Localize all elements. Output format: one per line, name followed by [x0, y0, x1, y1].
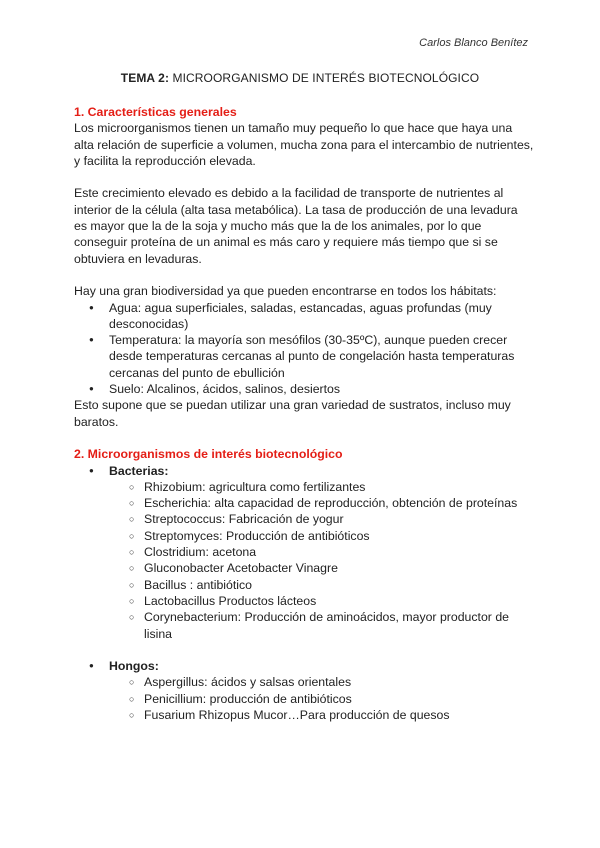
list-item: ○ Gluconobacter Acetobacter Vinagre [109, 560, 534, 576]
section1-heading: 1. Características generales [74, 105, 237, 119]
section2-heading: 2. Microorganismos de interés biotecnológico [74, 447, 343, 462]
bacteria-group [74, 463, 534, 642]
list-item: ● Temperatura: la mayoría son mesófilos (30-35ºC), aunque pueden crecer desde temperaturas cercanas al punto de congelación hasta temperaturas cercanas del punto de ebullición [74, 332, 534, 381]
list-item: ○ Bacillus : antibiótico [109, 577, 534, 593]
title-prefix: TEMA 2: [120, 71, 170, 85]
list-item: ○ Lactobacillus Productos lácteos [109, 593, 534, 609]
bacteria-label: Bacterias: [109, 463, 169, 478]
organism-groups [74, 463, 534, 642]
fungi-list [109, 674, 534, 723]
list-item: ○ Streptococcus: Fabricación de yogur [109, 511, 534, 527]
fungi-label: Hongos: [109, 659, 159, 674]
list-item: ○ Aspergillus: ácidos y salsas orientales [109, 674, 534, 690]
section1-paragraph-1: Los microorganismos tienen un tamaño muy pequeño lo que hace que haya una alta relación de superficie a volumen, mucha zona para el intercambio de nutrientes, y facilita la reproducción elevada. [74, 121, 534, 168]
list-item: ● Agua: agua superficiales, saladas, estancadas, aguas profundas (muy desconocidas) [74, 300, 534, 333]
list-item: ● Suelo: Alcalinos, ácidos, salinos, desiertos [74, 381, 534, 397]
habitat-list [74, 300, 534, 398]
organism-groups-2 [74, 658, 534, 723]
list-item: ○ Fusarium Rhizopus Mucor…Para producción de quesos [109, 707, 534, 723]
list-item: ○ Rhizobium: agricultura como fertilizantes [109, 479, 534, 495]
document-title [0, 71, 600, 85]
list-item: ○ Penicillium: producción de antibióticos [109, 691, 534, 707]
section1-paragraph-3: Hay una gran biodiversidad ya que pueden encontrarse en todos los hábitats: [74, 284, 497, 299]
title-text: MICROORGANISMO DE INTERÉS BIOTECNOLÓGICO [169, 71, 480, 85]
section1-paragraph-2: Este crecimiento elevado es debido a la facilidad de transporte de nutrientes al interior de la célula (alta tasa metabólica). La tasa de producción de una levadura es mayor que la de la soja y mucho más que la de los animales, por lo que conseguir proteína de un animal es más caro y requiere más tiempo que si se obtuviera en levaduras. [74, 186, 518, 266]
section1-paragraph-4: Esto supone que se puedan utilizar una gran variedad de sustratos, incluso muy baratos. [74, 398, 511, 429]
document-body [74, 104, 534, 723]
fungi-group [74, 658, 534, 723]
list-item: ○ Clostridium: acetona [109, 544, 534, 560]
list-item: ○ Corynebacterium: Producción de aminoácidos, mayor productor de lisina [109, 609, 534, 642]
bacteria-list [109, 479, 534, 642]
author-name: Carlos Blanco Benítez [419, 37, 528, 49]
list-item: ○ Streptomyces: Producción de antibióticos [109, 528, 534, 544]
list-item: ○ Escherichia: alta capacidad de reproducción, obtención de proteínas [109, 495, 534, 511]
